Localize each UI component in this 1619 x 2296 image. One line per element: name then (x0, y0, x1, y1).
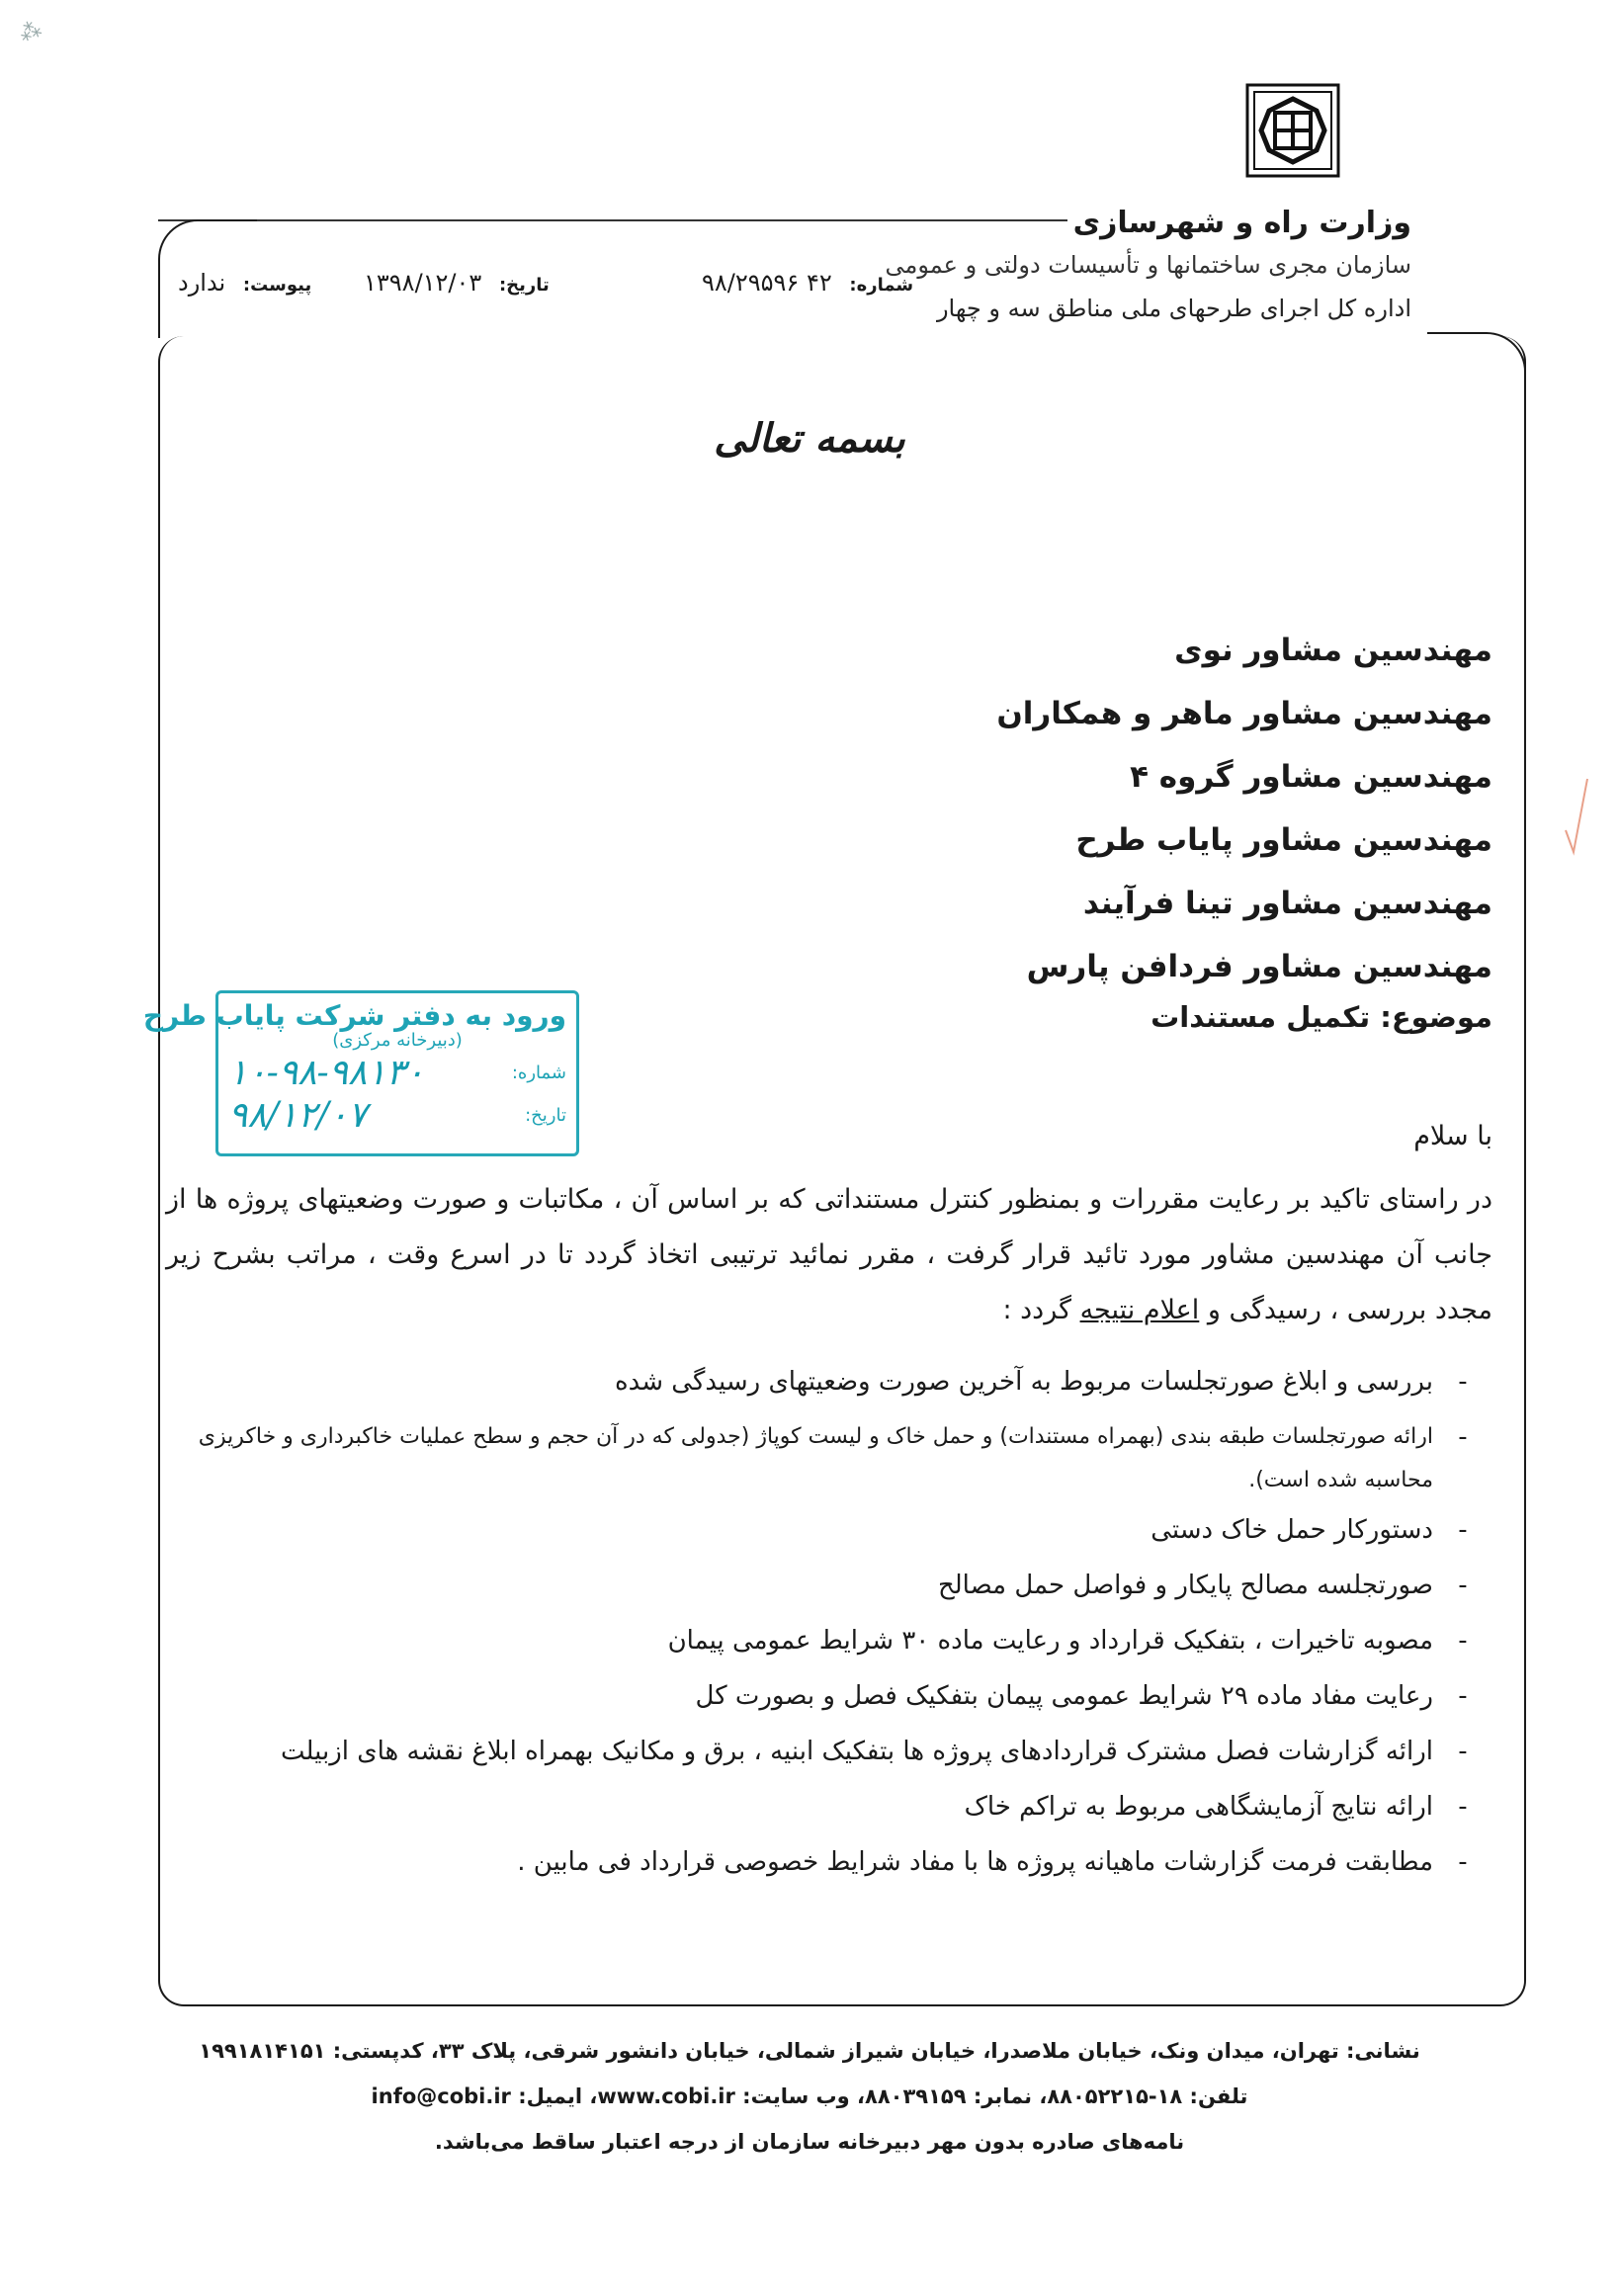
basmala-heading: بسمه تعالی (714, 415, 905, 462)
margin-check-mark-icon (1562, 771, 1591, 860)
letter-date-label: تاریخ: (498, 275, 550, 296)
list-item (148, 1409, 1492, 1502)
office-name: اداره کل اجرای طرحهای ملی مناطق سه و چهار (936, 295, 1411, 322)
recipient: مهندسین مشاور پایاب طرح (1075, 822, 1492, 858)
body-text: در راستای تاکید بر رعایت مقررات و بمنظور کنترل مستنداتی که بر اساس آن ، مکاتبات و صورت وضعیتهای پروژه ها از جانب آن مهندسین مشاور مورد تائید قرار گرفت ، مقرر نمائید ترتیبی اتخاذ گردد تا در اسرع وقت ، مراتب بشرح زیر مجدد بررسی ، رسیدگی و (166, 1184, 1492, 1325)
attachment-value: ندارد (178, 269, 226, 297)
bullet-dash: - (1458, 1681, 1468, 1711)
list-item-text: ارائه نتایج آزمایشگاهی مربوط به تراکم خاک (964, 1792, 1433, 1822)
bullet-dash: - (1458, 1847, 1468, 1877)
bullet-dash: - (1458, 1571, 1468, 1600)
footer-address: نشانی: تهران، میدان ونک، خیابان ملاصدرا، خیابان شیراز شمالی، خیابان دانشور شرقی، پلاک ۳۳، کدپستی: ۱۹۹۱۸۱۴۱۵۱ (199, 2039, 1420, 2063)
ministry-name: وزارت راه و شهرسازی (1072, 206, 1411, 240)
list-item (148, 1834, 1492, 1890)
stamp-number-value: ۱۰-۹۸-۹۸۱۳۰ (228, 1053, 425, 1093)
footer-notice: نامه‌های صادره بدون مهر دبیرخانه سازمان از درجه اعتبار ساقط می‌باشد. (434, 2130, 1185, 2154)
body-text-end: گردد : (1002, 1295, 1071, 1325)
list-item (148, 1354, 1492, 1409)
received-stamp (142, 990, 579, 1156)
stamp-title: ورود به دفتر شرکت پایاب طرح (142, 999, 566, 1032)
stamp-subtitle: (دبیرخانه مرکزی) (332, 1030, 463, 1051)
recipient: مهندسین مشاور تینا فرآیند (1082, 886, 1492, 921)
recipient: مهندسین مشاور گروه ۴ (1130, 759, 1492, 795)
stamp-date-value: ۹۸/۱۲/۰۷ (228, 1095, 368, 1136)
list-item (148, 1668, 1492, 1724)
list-item-text: مطابقت فرمت گزارشات ماهیانه پروژه ها با مفاد شرایط خصوصی قرارداد فی مابین . (517, 1847, 1433, 1877)
list-item (148, 1502, 1492, 1558)
footer-contact: تلفن: ۱۸-۸۸۰۵۲۲۱۵، نمابر: ۸۸۰۳۹۱۵۹، وب سایت: www.cobi.ir، ایمیل: info@cobi.ir (371, 2084, 1248, 2108)
body-underlined-text: اعلام نتیجه (1079, 1295, 1200, 1325)
attachment-label: پیوست: (242, 275, 312, 296)
list-item-text: ارائه صورتجلسات طبقه بندی (بهمراه مستندات) و حمل خاک و لیست کوپاژ (جدولی که در آن حجم و سطح عملیات خاکبرداری و خاکریزی محاسبه شده است). (198, 1424, 1433, 1492)
list-item (148, 1779, 1492, 1834)
request-list (148, 1354, 1492, 1890)
bullet-dash: - (1458, 1422, 1468, 1452)
letter-footer (0, 2028, 1619, 2165)
stamp-date-label: تاریخ: (525, 1105, 566, 1126)
recipients-list (603, 619, 1492, 998)
recipient: مهندسین مشاور ماهر و همکاران (996, 696, 1492, 731)
list-item-text: مصوبه تاخیرات ، بتفکیک قرارداد و رعایت ماده ۳۰ شرایط عمومی پیمان (667, 1626, 1433, 1656)
list-item (148, 1558, 1492, 1613)
list-item-text: بررسی و ابلاغ صورتجلسات مربوط به آخرین صورت وضعیتهای رسیدگی شده (614, 1367, 1433, 1397)
bullet-dash: - (1458, 1367, 1468, 1397)
recipient: مهندسین مشاور نوی (1174, 633, 1492, 668)
agency-name: سازمان مجری ساختمانها و تأسیسات دولتی و عمومی (885, 251, 1411, 279)
letter-date-value: ۱۳۹۸/۱۲/۰۳ (364, 269, 482, 297)
stamp-number-row (228, 1053, 566, 1093)
bullet-dash: - (1458, 1515, 1468, 1545)
list-item-text: رعایت مفاد ماده ۲۹ شرایط عمومی پیمان بتفکیک فصل و بصورت کل (695, 1681, 1433, 1711)
list-item-text: دستورکار حمل خاک دستی (1150, 1515, 1433, 1545)
list-item (148, 1724, 1492, 1779)
greeting: با سلام (1413, 1121, 1492, 1151)
ministry-logo-icon (1245, 83, 1340, 178)
letter-date (364, 269, 550, 297)
letter-number (702, 269, 913, 297)
scan-corner-mark: ⁂ (16, 16, 45, 48)
header-divider (158, 219, 1067, 221)
list-item-text: صورتجلسه مصالح پایکار و فواصل حمل مصالح (937, 1571, 1433, 1600)
list-item (148, 1613, 1492, 1668)
bullet-dash: - (1458, 1737, 1468, 1766)
letter-number-label: شماره: (849, 275, 914, 296)
list-item-text: ارائه گزارشات فصل مشترک قراردادهای پروژه ها بتفکیک ابنیه ، برق و مکانیک بهمراه ابلاغ نقشه های ازبیلت (281, 1737, 1433, 1766)
stamp-date-row (228, 1095, 566, 1136)
stamp-number-label: شماره: (511, 1063, 566, 1083)
body-paragraph (166, 1172, 1492, 1338)
recipient: مهندسین مشاور فردافن پارس (1026, 949, 1492, 984)
bullet-dash: - (1458, 1792, 1468, 1822)
frame-top-left-corner (158, 219, 257, 338)
bullet-dash: - (1458, 1626, 1468, 1656)
letter-number-value: ۴۲ ۹۸/۲۹۵۹۶ (702, 269, 832, 297)
letter-subject: موضوع: تکمیل مستندات (1150, 1000, 1492, 1034)
